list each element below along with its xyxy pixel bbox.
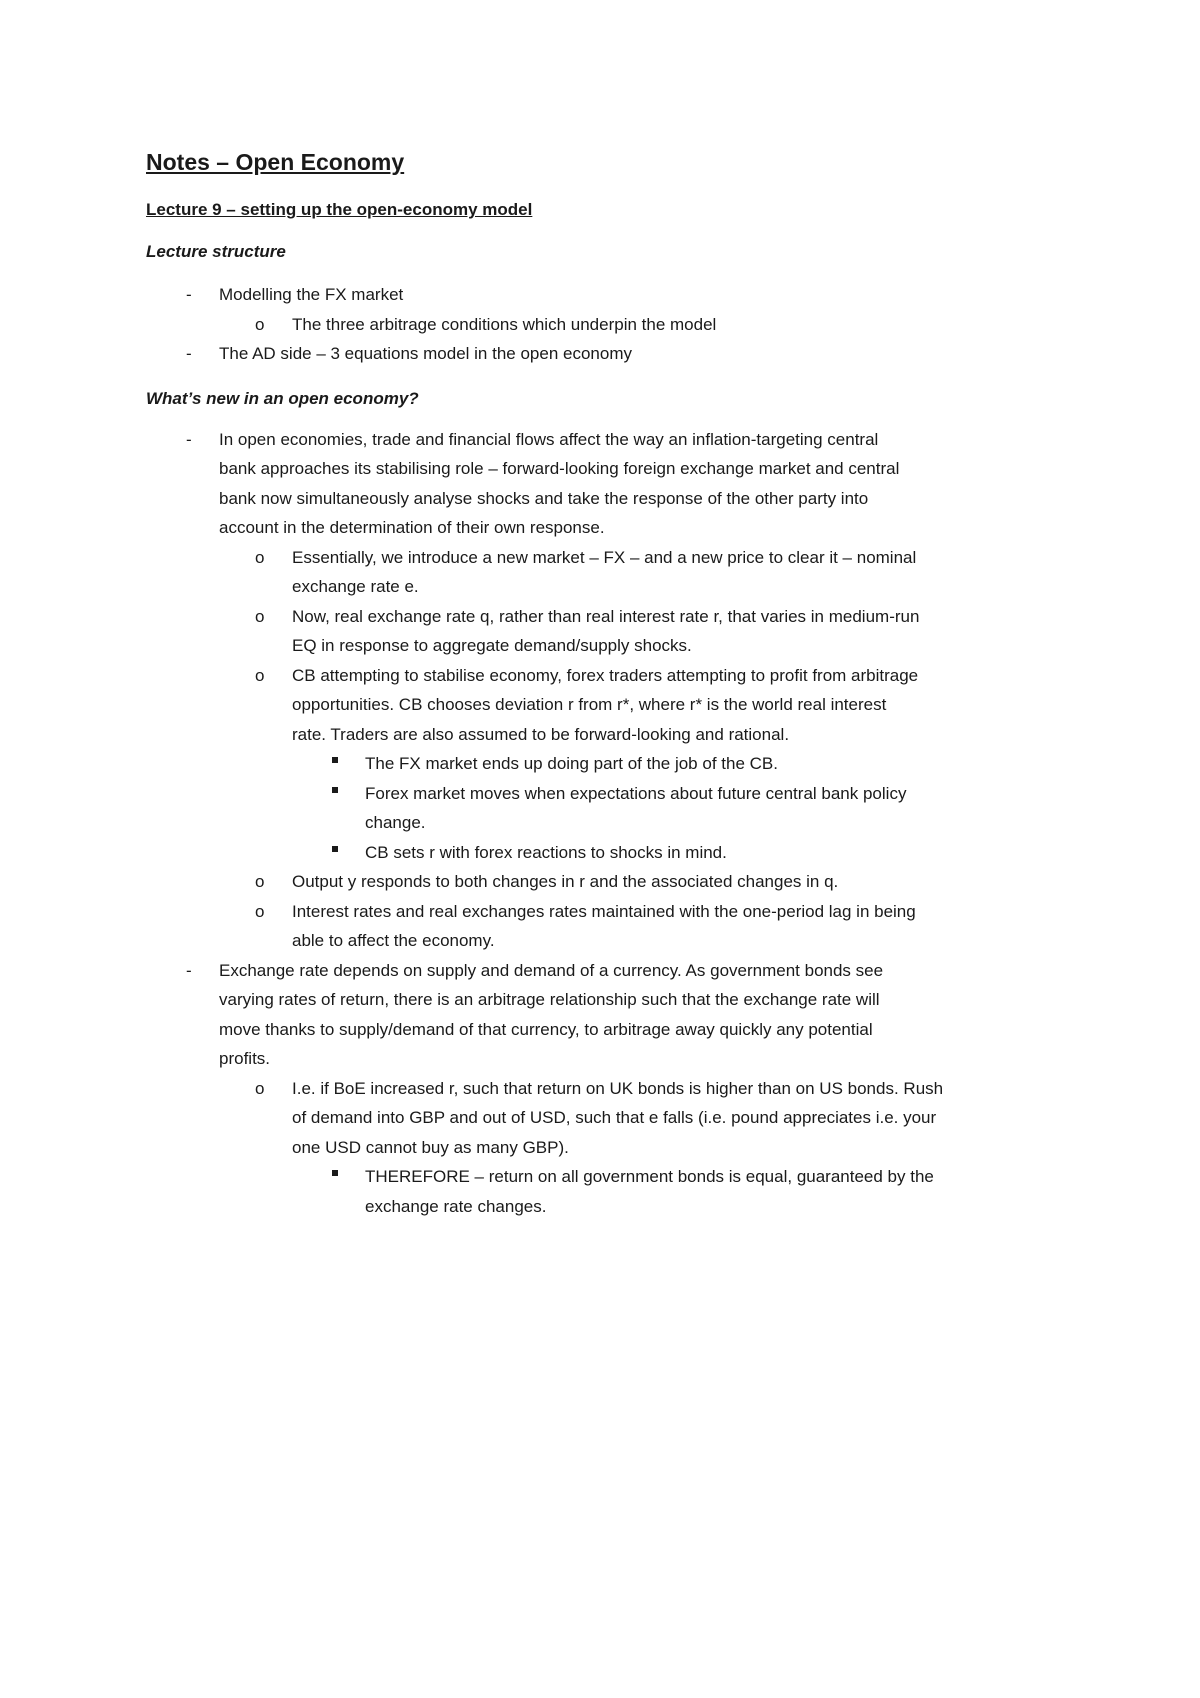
structure-list — [146, 280, 1066, 369]
list-item — [146, 956, 1066, 1222]
square-bullet — [332, 779, 352, 809]
sub-sub-list — [292, 749, 1066, 867]
list-item — [146, 280, 1066, 339]
text-line: Interest rates and real exchanges rates maintained with the one-period lag in being — [292, 901, 916, 921]
text-line: Forex market moves when expectations about future central bank policy — [365, 783, 907, 803]
text-line: Essentially, we introduce a new market – FX – and a new price to clear it – nominal — [292, 547, 917, 567]
sub-list — [219, 310, 1066, 340]
text-line: CB sets r with forex reactions to shocks in mind. — [365, 842, 727, 862]
list-item — [219, 661, 1066, 868]
square-bullet — [332, 1162, 352, 1192]
text-line: THEREFORE – return on all government bonds is equal, guaranteed by the — [365, 1167, 934, 1186]
text-line: Exchange rate depends on supply and demand of a currency. As government bonds see — [219, 960, 884, 980]
text-line: Output y responds to both changes in r and the associated changes in q. — [292, 872, 839, 891]
text-line: able to affect the economy. — [292, 931, 495, 950]
sub-sub-list — [292, 1162, 1066, 1221]
list-item — [292, 749, 1066, 779]
square-bullet — [332, 838, 352, 868]
list-item — [292, 838, 1066, 868]
text-line: account in the determination of their own response. — [219, 518, 605, 537]
list-item — [219, 867, 1066, 897]
text-line: opportunities. CB chooses deviation r from r*, where r* is the world real interest — [292, 695, 887, 714]
dash-bullet: - — [186, 960, 192, 980]
text-line: of demand into GBP and out of USD, such that e falls (i.e. pound appreciates i.e. your — [292, 1108, 937, 1127]
text-line: I.e. if BoE increased r, such that return on UK bonds is higher than on US bonds. Rush — [292, 1078, 944, 1098]
sub-list — [219, 543, 1066, 956]
dash-bullet: - — [186, 344, 192, 363]
section-heading-whats-new: What’s new in an open economy? — [146, 388, 419, 408]
circle-bullet: o — [255, 665, 265, 685]
text-line: In open economies, trade and financial flows affect the way an inflation-targeting central — [219, 429, 879, 449]
square-bullet — [332, 749, 352, 779]
text-line: rate. Traders are also assumed to be forward-looking and rational. — [292, 724, 790, 744]
lecture-heading: Lecture 9 – setting up the open-economy model — [146, 200, 533, 219]
text-line: change. — [365, 813, 426, 832]
list-item-text: The three arbitrage conditions which underpin the model — [292, 314, 717, 334]
dash-bullet: - — [186, 429, 192, 449]
list-item — [146, 339, 1066, 369]
text-line: move thanks to supply/demand of that currency, to arbitrage away quickly any potential — [219, 1019, 873, 1039]
text-line: varying rates of return, there is an arbitrage relationship such that the exchange rate will — [219, 990, 880, 1009]
list-item-text: Modelling the FX market — [219, 285, 404, 304]
text-line: The FX market ends up doing part of the job of the CB. — [365, 754, 778, 773]
list-item — [219, 543, 1066, 602]
circle-bullet: o — [255, 314, 265, 334]
document-content — [146, 146, 1066, 1221]
list-item — [219, 310, 1066, 340]
text-line: exchange rate e. — [292, 577, 419, 596]
circle-bullet: o — [255, 1078, 265, 1098]
dash-bullet: - — [186, 285, 192, 304]
text-line: bank approaches its stabilising role – forward-looking foreign exchange market and central — [219, 459, 900, 478]
text-line: Now, real exchange rate q, rather than real interest rate r, that varies in medium-run — [292, 606, 920, 626]
list-item — [292, 779, 1066, 838]
list-item — [146, 425, 1066, 956]
list-item — [219, 1074, 1066, 1222]
circle-bullet: o — [255, 901, 265, 921]
text-line: CB attempting to stabilise economy, forex traders attempting to profit from arbitrage — [292, 665, 919, 685]
section-heading-structure: Lecture structure — [146, 242, 286, 261]
whats-new-list — [146, 425, 1066, 1222]
text-line: bank now simultaneously analyse shocks and take the response of the other party into — [219, 488, 869, 508]
text-line: profits. — [219, 1049, 271, 1068]
list-item — [219, 897, 1066, 956]
document-title: Notes – Open Economy — [146, 149, 405, 175]
circle-bullet: o — [255, 872, 265, 891]
circle-bullet: o — [255, 606, 265, 626]
circle-bullet: o — [255, 547, 265, 567]
text-line: exchange rate changes. — [365, 1196, 547, 1216]
text-line: one USD cannot buy as many GBP). — [292, 1137, 569, 1157]
sub-list — [219, 1074, 1066, 1222]
list-item — [219, 602, 1066, 661]
list-item-text: The AD side – 3 equations model in the open economy — [219, 344, 632, 363]
list-item — [292, 1162, 1066, 1221]
text-line: EQ in response to aggregate demand/supply shocks. — [292, 636, 692, 655]
